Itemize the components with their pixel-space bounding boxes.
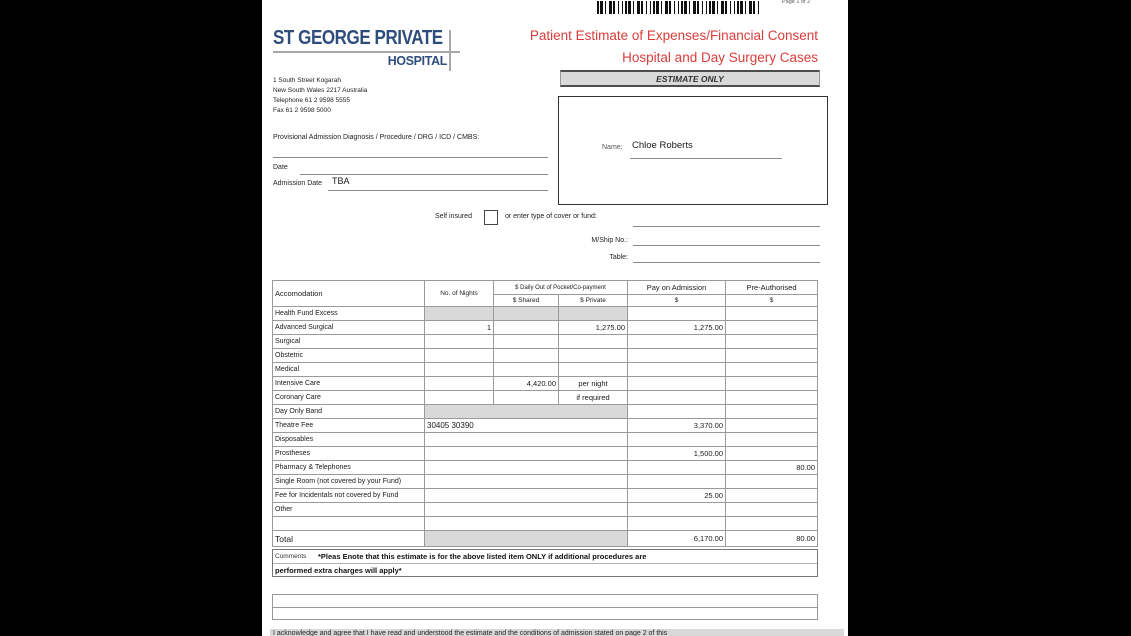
cell-accommodation-label: Day Only Band [273, 405, 425, 419]
cell-nights [425, 335, 494, 349]
diagnosis-field-line[interactable] [273, 157, 548, 158]
document-title-line1: Patient Estimate of Expenses/Financial Consent [529, 28, 818, 43]
header-private: $ Private [559, 295, 628, 307]
date-field-line[interactable] [300, 174, 548, 175]
cover-fund-label: or enter type of cover or fund: [505, 213, 597, 220]
cell-pay-on-admission [628, 363, 726, 377]
comments-box [272, 549, 818, 577]
cell-pre-authorised [726, 447, 818, 461]
cell-pay-on-admission [628, 391, 726, 405]
barcode [597, 1, 761, 14]
hospital-logo-name: ST GEORGE PRIVATE [273, 27, 443, 49]
cell-accommodation-label: Pharmacy & Telephones [273, 461, 425, 475]
estimate-table-body [273, 307, 818, 547]
address-line: 1 South Street Kogarah [273, 77, 341, 84]
cell-middle-merged [425, 405, 628, 419]
cell-pay-on-admission [628, 377, 726, 391]
cell-accommodation-label: Disposables [273, 433, 425, 447]
cell-shared [494, 349, 559, 363]
table-row [273, 307, 818, 321]
cell-pay-on-admission: 25.00 [628, 489, 726, 503]
header-pay-on-admission: Pay on Admission [628, 281, 726, 295]
cell-private [559, 307, 628, 321]
table-row [273, 391, 818, 405]
acknowledgment-statement: I acknowledge and agree that I have read and understood the estimate and the conditions of admission stated on page 2 of this [270, 629, 844, 636]
cell-private [559, 349, 628, 363]
cell-pay-on-admission: 1,500.00 [628, 447, 726, 461]
cell-accommodation-label: Medical [273, 363, 425, 377]
cell-pre-authorised [726, 391, 818, 405]
document-title-line2: Hospital and Day Surgery Cases [622, 50, 818, 65]
self-insured-checkbox[interactable] [484, 210, 498, 225]
cell-middle-merged [425, 489, 628, 503]
name-field-line[interactable] [630, 158, 782, 159]
comments-note-line1: *Pleas Enote that this estimate is for the above listed item ONLY if additional procedures are [318, 552, 647, 561]
date-label: Date [273, 164, 288, 171]
cell-pay-on-admission: 6,170.00 [628, 531, 726, 547]
cell-accommodation-label: Other [273, 503, 425, 517]
cell-accommodation-label: Coronary Care [273, 391, 425, 405]
comments-row-1 [273, 550, 817, 564]
table-row [273, 517, 818, 531]
cell-pre-authorised: 80.00 [726, 461, 818, 475]
cell-private: 1,275.00 [559, 321, 628, 335]
cell-pay-on-admission [628, 517, 726, 531]
cell-shared: 4,420.00 [494, 377, 559, 391]
cell-middle-merged [425, 461, 628, 475]
cell-pre-authorised [726, 363, 818, 377]
name-value: Chloe Roberts [632, 140, 693, 151]
header-pre-authorised: Pre-Authorised [726, 281, 818, 295]
cell-pre-authorised [726, 335, 818, 349]
document-title [530, 25, 818, 69]
empty-note-box-1[interactable] [272, 594, 818, 608]
page-indicator: Page 1 of 2 [782, 0, 811, 5]
cell-private [559, 335, 628, 349]
cell-pay-on-admission: 3,370.00 [628, 419, 726, 433]
membership-number-label: M/Ship No.: [591, 237, 628, 244]
total-row [273, 531, 818, 547]
name-label: Name: [602, 144, 623, 151]
cover-fund-field-line[interactable] [633, 226, 820, 227]
document-page [262, 0, 848, 636]
cell-accommodation-label: Health Fund Excess [273, 307, 425, 321]
table-header-row-1 [273, 281, 818, 295]
header-preauth-dollar: $ [726, 295, 818, 307]
cell-middle-merged [425, 447, 628, 461]
estimate-only-banner: ESTIMATE ONLY [560, 70, 820, 87]
cell-shared [494, 335, 559, 349]
cell-accommodation-label: Fee for Incidentals not covered by Fund [273, 489, 425, 503]
cell-accommodation-label: Intensive Care [273, 377, 425, 391]
admission-date-field-line[interactable] [328, 190, 548, 191]
cell-shared [494, 321, 559, 335]
table-row [273, 363, 818, 377]
header-shared: $ Shared [494, 295, 559, 307]
cell-pay-on-admission [628, 349, 726, 363]
table-row [273, 447, 818, 461]
cell-pre-authorised [726, 307, 818, 321]
cell-pre-authorised: 80.00 [726, 531, 818, 547]
fund-table-field-line[interactable] [633, 262, 820, 263]
cell-nights: 1 [425, 321, 494, 335]
cell-private [559, 363, 628, 377]
cell-pay-on-admission [628, 307, 726, 321]
table-row [273, 335, 818, 349]
logo-vertical-rule [449, 30, 451, 71]
cell-accommodation-label: Total [273, 531, 425, 547]
table-row [273, 419, 818, 433]
admission-date-label: Admission Date [273, 180, 323, 187]
cell-accommodation-label: Theatre Fee [273, 419, 425, 433]
hospital-address [273, 76, 367, 116]
header-daily-out-of-pocket: $ Daily Out of Pocket/Co-payment [494, 281, 628, 295]
address-line: New South Wales 2217 Australia [273, 87, 368, 94]
header-accommodation: Accomodation [273, 281, 425, 307]
table-row [273, 489, 818, 503]
cell-middle-merged [425, 433, 628, 447]
cell-accommodation-label: Surgical [273, 335, 425, 349]
cell-nights [425, 391, 494, 405]
table-row [273, 461, 818, 475]
cell-private: per night [559, 377, 628, 391]
header-nights: No. of Nights [425, 281, 494, 307]
address-line: Fax 61 2 9598 5000 [273, 107, 331, 114]
cell-nights [425, 377, 494, 391]
cell-middle-merged [425, 517, 628, 531]
cell-accommodation-label: Advanced Surgical [273, 321, 425, 335]
cell-pre-authorised [726, 475, 818, 489]
table-row [273, 321, 818, 335]
cell-middle-merged [425, 475, 628, 489]
cell-private: if required [559, 391, 628, 405]
membership-number-field-line[interactable] [633, 245, 820, 246]
header-pay-dollar: $ [628, 295, 726, 307]
cell-pre-authorised [726, 321, 818, 335]
admission-date-value: TBA [332, 176, 350, 186]
comments-note-line2: performed extra charges will apply* [275, 565, 402, 575]
cell-middle-merged: 30405 30390 [425, 419, 628, 433]
cell-shared [494, 391, 559, 405]
cell-nights [425, 307, 494, 321]
address-line: Telephone 61 2 9598 5555 [273, 97, 350, 104]
cell-pre-authorised [726, 405, 818, 419]
cell-shared [494, 307, 559, 321]
table-row [273, 405, 818, 419]
cell-pre-authorised [726, 433, 818, 447]
cell-pay-on-admission [628, 433, 726, 447]
table-row [273, 349, 818, 363]
cell-accommodation-label: Single Room (not covered by your Fund) [273, 475, 425, 489]
table-row [273, 377, 818, 391]
cell-shared [494, 363, 559, 377]
cell-nights [425, 363, 494, 377]
cell-middle-merged [425, 503, 628, 517]
table-row [273, 503, 818, 517]
comments-label: Comments [275, 553, 307, 560]
cell-pre-authorised [726, 517, 818, 531]
cell-accommodation-label: Obstetric [273, 349, 425, 363]
cell-pay-on-admission [628, 503, 726, 517]
cell-pre-authorised [726, 377, 818, 391]
cell-accommodation-label: Prostheses [273, 447, 425, 461]
cell-pre-authorised [726, 349, 818, 363]
cell-pay-on-admission [628, 335, 726, 349]
diagnosis-label: Provisional Admission Diagnosis / Procedure / DRG / ICD / CMBS: [273, 134, 480, 141]
hospital-logo-subtitle: HOSPITAL [387, 53, 447, 68]
cell-accommodation-label [273, 517, 425, 531]
cell-nights [425, 349, 494, 363]
cell-pre-authorised [726, 419, 818, 433]
fund-table-label: Table: [609, 254, 628, 261]
cell-pay-on-admission [628, 475, 726, 489]
cell-pay-on-admission [628, 405, 726, 419]
empty-note-box-2[interactable] [272, 607, 818, 620]
estimate-table [272, 280, 818, 547]
cell-pre-authorised [726, 489, 818, 503]
cell-middle-merged [425, 531, 628, 547]
cell-pay-on-admission: 1,275.00 [628, 321, 726, 335]
table-row [273, 433, 818, 447]
cell-pre-authorised [726, 503, 818, 517]
cell-pay-on-admission [628, 461, 726, 475]
patient-name-box [558, 96, 828, 205]
self-insured-label: Self insured [435, 213, 472, 220]
table-row [273, 475, 818, 489]
